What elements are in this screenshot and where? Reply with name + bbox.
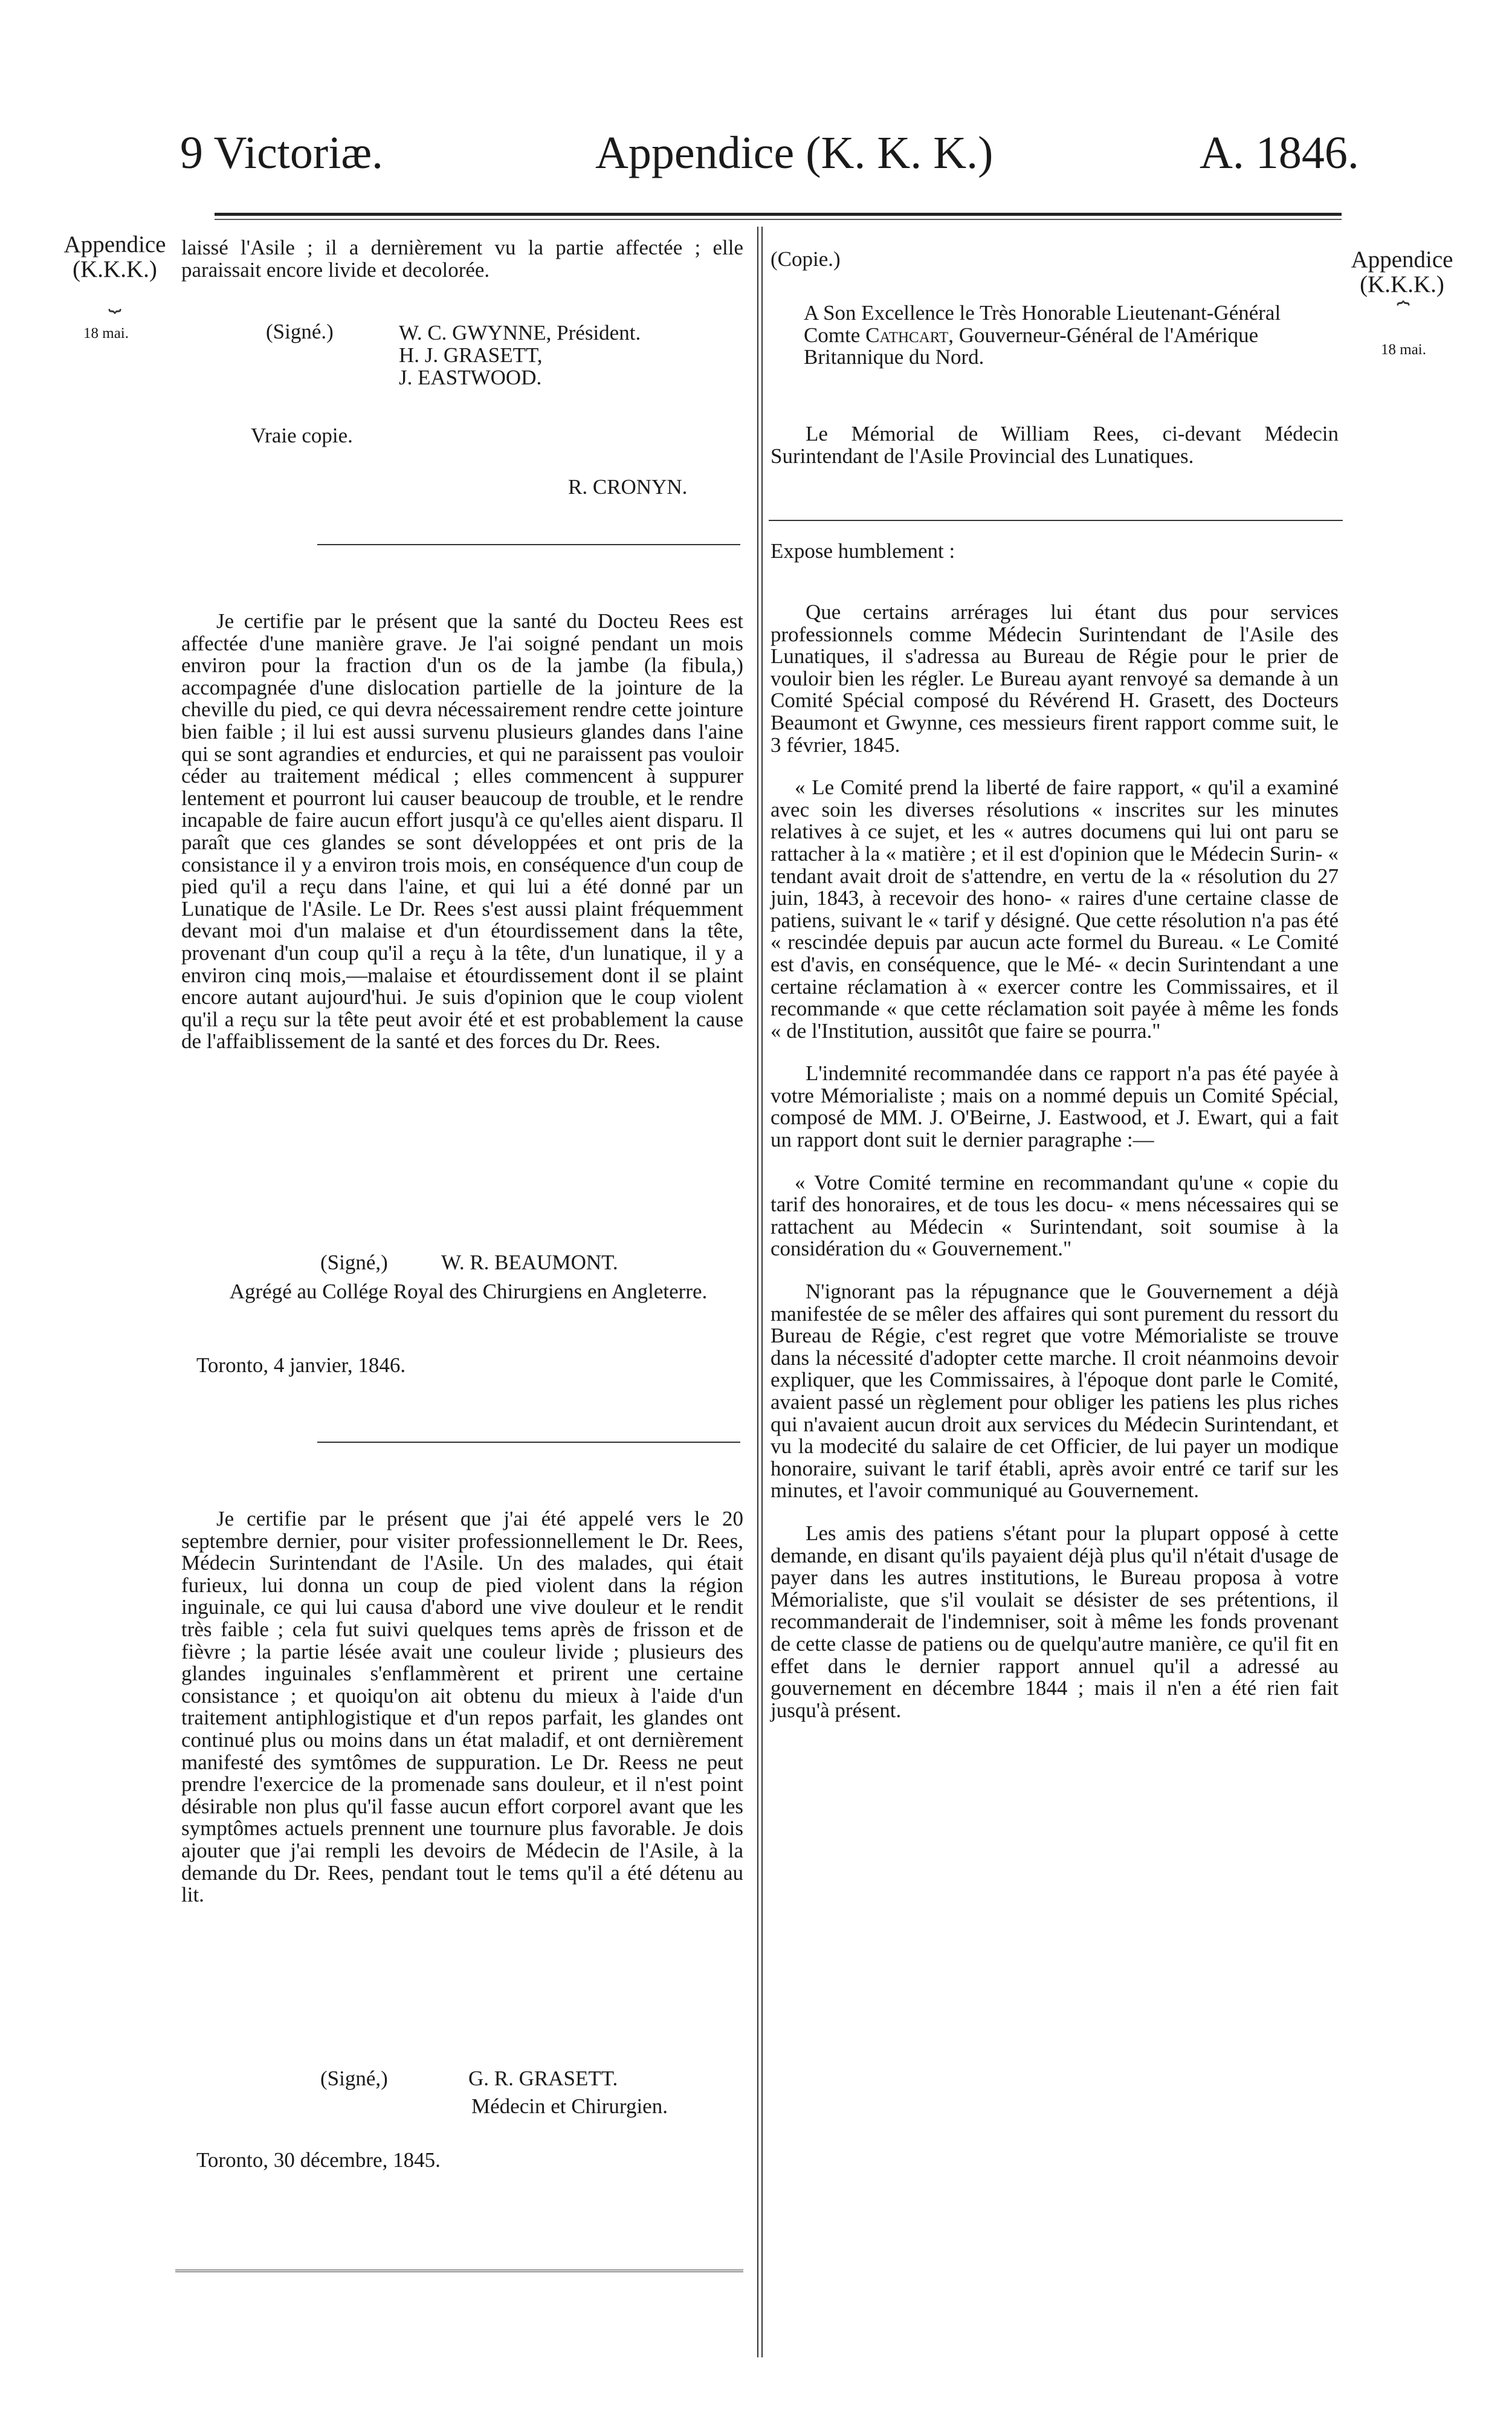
right-para-3: L'indemnité recommandée dans ce rapport n'a pas été payée à votre Mémorialiste ; mais on a nommé depuis un Comité Spécial, composé de MM. J. O'Beirne, J. Eastwood, et J. Ewart, qui a fait un rapport dont suit le dernier paragraphe :— <box>771 1061 1339 1152</box>
header-rule <box>215 213 1342 216</box>
cert2-body: Je certifie par le présent que la santé du Docteu Rees est affectée d'une manière grave. Je l'ai soigné pendant un mois environ pour la fraction d'un os de la jambe (la fibula,) accompagnée d'une dislocation partielle de la jointure de la cheville du pied, ce qui devra nécessairement rendre cette jointure bien faible ; il lui est aussi survenu plusieurs glandes dans l'aine qui se sont agrandies et endurcies, et qui ne paraissent pas vouloir céder au traitement médical ; elles commencent à suppurer lentement et pourront lui causer beaucoup de trouble, et le rendre incapable de faire aucun effort jusqu'à ce qu'elles aient disparu. Il paraît que ces glandes se sont développées et ont pris de la consistance il y a environ trois mois, en conséquence d'un coup de pied qu'il a reçu dans l'aine, et qui lui a été donné par un Lunatique de l'Asile. Le Dr. Rees s'est aussi plaint fréquemment devant moi d'un malaise et d'un étourdissement dans la tête, provenant d'un coup qu'il a reçu à la tête, d'un lunatique, il y a environ cinq mois,—malaise et étourdissement dont il se plaint encore autant aujourd'hui. Je suis d'opinion que le coup violent qu'il a reçu sur la tête peut avoir été et est probablement la cause de l'affaiblissement de la santé et des forces du Dr. Rees. <box>181 609 743 1054</box>
column-separator <box>757 227 763 2357</box>
right-margin-ref: (K.K.K.) <box>1360 271 1444 297</box>
cert2-title: Agrégé au Collége Royal des Chirurgiens en Angleterre. <box>229 1280 708 1303</box>
cert3-date: Toronto, 30 décembre, 1845. <box>196 2148 441 2172</box>
memorial-block <box>771 423 1339 467</box>
left-end-rule <box>175 2270 743 2272</box>
copie-label: (Copie.) <box>771 247 841 271</box>
memorial-title: Le Mémorial de William Rees, ci-devant Médecin Surintendant de l'Asile Provincial des Lunatiques. <box>771 422 1339 468</box>
cert2-name: W. R. BEAUMONT. <box>441 1251 618 1274</box>
cert2-signed: (Signé,) <box>320 1251 388 1274</box>
cert1-sig-eastwood: J. EASTWOOD. <box>399 366 542 389</box>
right-rule-1 <box>769 520 1343 521</box>
addressee-name: Cathcart <box>865 323 949 347</box>
right-para-quote-1: « Le Comité prend la liberté de faire rapport, « qu'il a examiné avec soin les diverses résolutions « inscrites sur les minutes relatives à ce sujet, et les « autres documens qui lui ont paru se rattacher à la « matière ; et il est d'opinion que le Médecin Surin- « tendant avait droit de s'attendre, en vertu de la « résolution du 27 juin, 1843, à recevoir des hono- « raires d'une certaine classe de patiens, suivant le « tarif y désigné. Que cette résolution n'a pas été « rescindée depuis par aucun acte formel du Bureau. « Le Comité est d'avis, en conséquence, que le Mé- « decin Surintendant a une certaine réclamation à « exercer contre les Commissaires, et il recommande « que cette réclamation soit payée à même les fonds « de l'Institution, aussitôt que faire se pourra." <box>771 775 1339 1043</box>
right-margin-date: 18 mai. <box>1381 342 1426 358</box>
left-rule-1 <box>317 544 740 545</box>
cert1-true-copy: Vraie copie. <box>251 424 353 447</box>
right-para-1: Que certains arrérages lui étant dus pour services professionnels comme Médecin Surintendant de l'Asile des Lunatiques, il s'adressa au Bureau de Régie pour le prier de vouloir bien les régler. Le Bureau ayant renvoyé sa demande à un Comité Spécial composé du Révérend H. Grasett, des Docteurs Beaumont et Gwynne, ces messieurs firent rapport comme suit, le 3 février, 1845. <box>771 600 1339 757</box>
addressee-pre: A Son Excellence le Très Honorable Lieutenant-Général Comte <box>804 301 1281 347</box>
cert1-signed: (Signé.) <box>266 320 334 343</box>
header-rule-thin <box>215 219 1342 220</box>
cert2-date: Toronto, 4 janvier, 1846. <box>196 1353 406 1377</box>
right-para-5: N'ignorant pas la répugnance que le Gouvernement a déjà manifestée de se mêler des affaires qui sont purement du ressort du Bureau de Régie, c'est regret que votre Mémorialiste se trouve dans la nécessité d'adopter cette marche. Il croit néanmoins devoir expliquer, que les Commissaires, à l'époque dont parle le Comité, avaient passé un règlement pour obliger les patiens les plus riches qui n'avaient aucun droit aux services du Médecin Surintendant, et vu la modecité du salaire de cet Officier, de lui payer un modique honoraire, suivant le tarif établi, après avoir entré ce tarif sur les minutes, et l'avoir communiqué au Gouvernement. <box>771 1280 1339 1503</box>
cert3-body-block <box>181 1508 743 1906</box>
expose-heading: Expose humblement : <box>771 539 955 563</box>
header-session: 9 Victoriæ. <box>180 128 384 178</box>
opening-paragraph: laissé l'Asile ; il a dernièrement vu la partie affectée ; elle paraissait encore livide et decolorée. <box>181 236 743 282</box>
left-margin-ref: (K.K.K.) <box>73 256 157 282</box>
right-margin-note <box>1342 248 1462 297</box>
cert3-signed: (Signé,) <box>320 2067 388 2090</box>
right-body <box>771 601 1339 1721</box>
addressee-post: , Gouverneur-Général de l'Amérique Britannique du Nord. <box>804 323 1259 369</box>
left-margin-brace: ⏟ <box>108 288 121 312</box>
right-para-quote-2: « Votre Comité termine en recommandant qu'une « copie du tarif des honoraires, et de tous les docu- « mens nécessaires qui se rattachent au Médecin « Surintendant, soit soumise à la considération du « Gouvernement." <box>771 1170 1339 1261</box>
cert1-sig-gwynne: W. C. GWYNNE, Président. <box>399 321 641 345</box>
header-year: A. 1846. <box>1200 128 1359 178</box>
cert1-signatures <box>399 322 641 389</box>
addressee <box>804 302 1339 369</box>
cert3-body: Je certifie par le présent que j'ai été appelé vers le 20 septembre dernier, pour visiter professionnellement le Dr. Rees, Médecin Surintendant de l'Asile. Un des malades, qui était furieux, lui donna un coup de pied violent dans la région inguinale, ce qui lui causa d'abord une vive douleur et le rendit très faible ; cela fut suivi quelques tems après de frisson et de fièvre ; la partie lésée avait une couleur livide ; plusieurs des glandes inguinales s'enflammèrent et prirent une certaine consistance ; et quoiqu'on ait obtenu du mieux à l'aide d'un traitement antiphlogistique et d'un repos parfait, les glandes ont continué plus ou moins dans un état maladif, et ont dernièrement manifesté des symtômes de suppuration. Le Dr. Reess ne peut prendre l'exercice de la promenade sans douleur, et il n'est point désirable non plus qu'il fasse aucun effort corporel avant que les symptômes actuels prennent une tournure plus favorable. Je dois ajouter que j'ai rempli les devoirs de Médecin de l'Asile, à la demande du Dr. Rees, pendant tout le tems qu'il a été détenu au lit. <box>181 1507 743 1907</box>
left-opening <box>181 237 743 281</box>
left-margin-label: Appendice <box>63 232 166 257</box>
right-margin-brace: ⏞ <box>1397 301 1410 325</box>
header-title: Appendice (K. K. K.) <box>595 128 993 178</box>
cert1-sig-grasett: H. J. GRASETT, <box>399 343 543 367</box>
left-rule-2 <box>317 1442 740 1443</box>
left-margin-date: 18 mai. <box>83 325 129 342</box>
addressee-block <box>804 302 1339 369</box>
left-margin-note <box>56 233 174 282</box>
right-margin-label: Appendice <box>1351 247 1453 273</box>
cert3-title: Médecin et Chirurgien. <box>471 2094 668 2118</box>
cert2-body-block <box>181 610 743 1053</box>
right-para-6: Les amis des patiens s'étant pour la plupart opposé à cette demande, en disant qu'ils payaient déjà plus qu'il n'était d'usage de payer dans les autres institutions, le Bureau proposa à votre Mémorialiste, que s'il voulait se désister de ses prétentions, il recommanderait de l'indemniser, soit à même les fonds provenant de cette classe de patiens ou de quelqu'autre manière, ce qu'il fit en effet dans le dernier rapport annuel qu'il a adressé au gouvernement en décembre 1844 ; mais il n'en a été rien fait jusqu'à présent. <box>771 1521 1339 1722</box>
cert1-attest: R. CRONYN. <box>568 475 688 499</box>
cert3-name: G. R. GRASETT. <box>468 2067 618 2090</box>
